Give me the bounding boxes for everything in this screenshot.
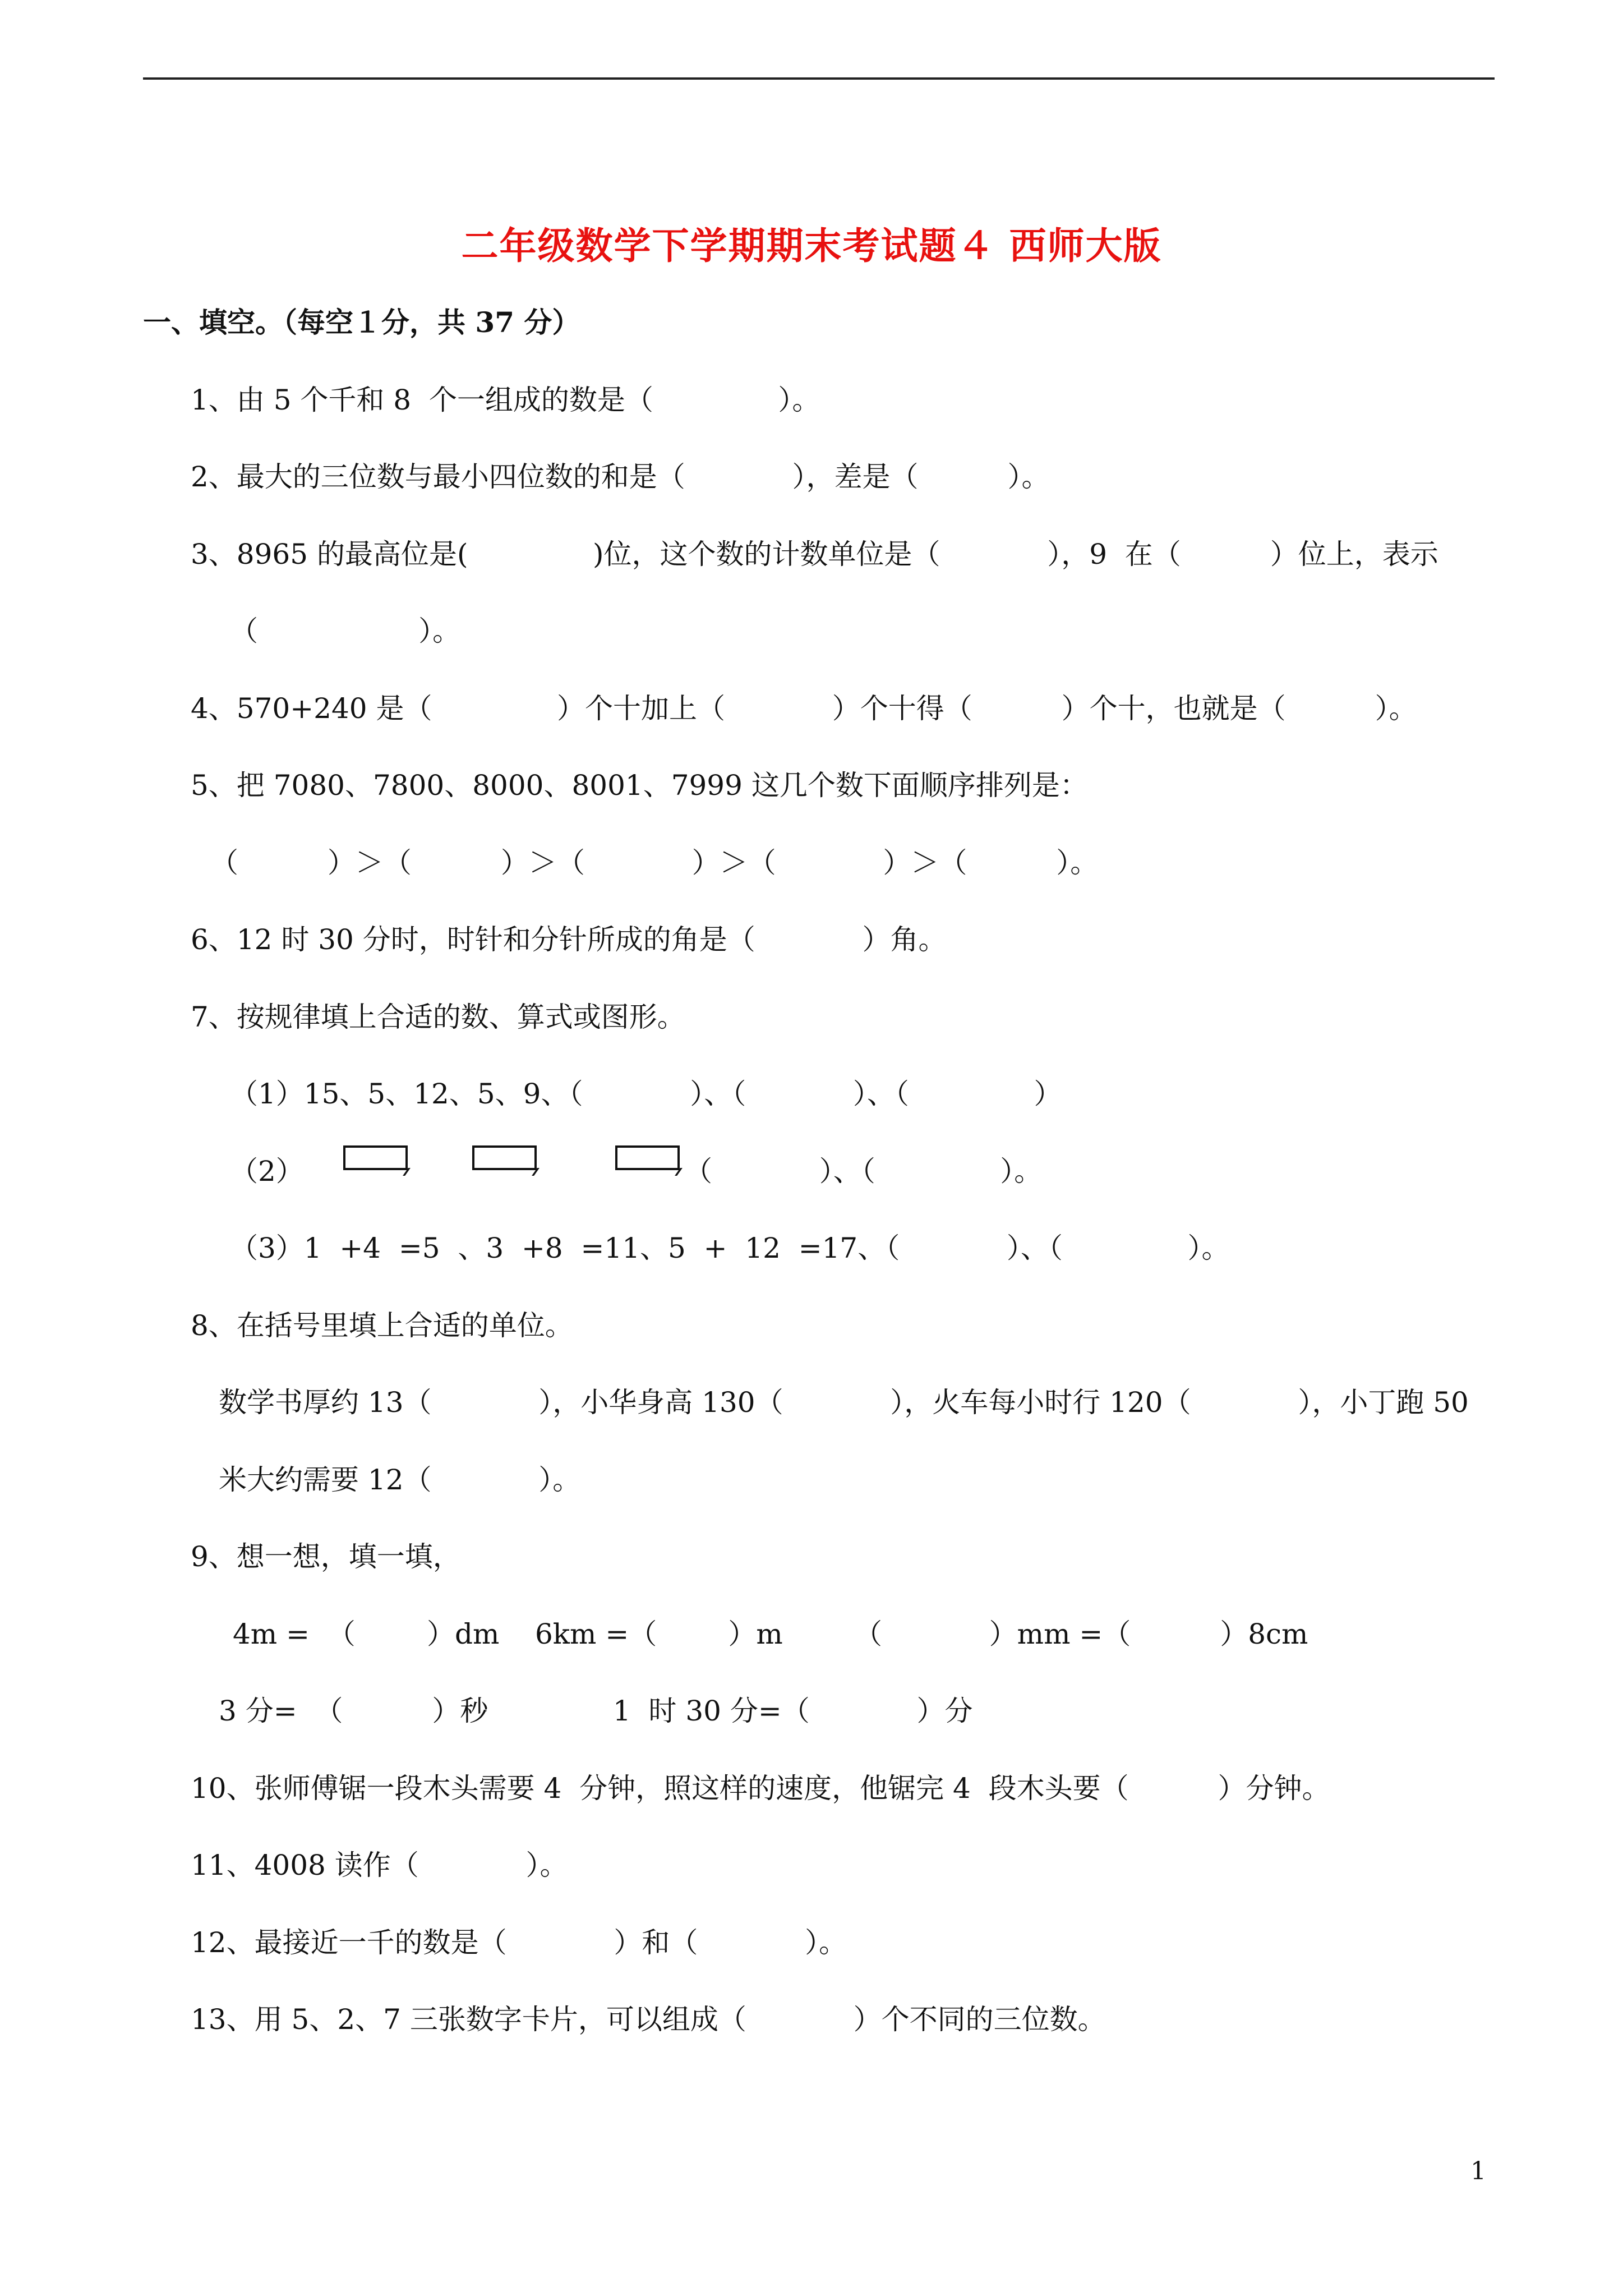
question-9-conversions-1: 4m = （ ）dm 6km =（ ）m （ ）mm =（ ）8cm xyxy=(233,1618,1308,1650)
question-5: 5、把 7080、7800、8000、8001、7999 这几个数下面顺序排列是： xyxy=(191,769,1088,802)
page-number: 1 xyxy=(1470,2157,1486,2185)
question-13: 13、用 5、2、7 三张数字卡片，可以组成（ ）个不同的三位数。 xyxy=(191,2003,1106,2036)
question-12: 12、最接近一千的数是（ ）和（ ）。 xyxy=(191,1926,847,1959)
question-9: 9、想一想，填一填， xyxy=(191,1540,461,1573)
shape-box-3 xyxy=(615,1145,680,1170)
question-7: 7、按规律填上合适的数、算式或图形。 xyxy=(191,1001,685,1033)
shape-box-2 xyxy=(472,1145,537,1170)
question-8-units: 数学书厚约 13（ ），小华身高 130（ ），火车每小时行 120（ ），小丁跑 50 xyxy=(219,1386,1469,1419)
question-3-continued: （ ）。 xyxy=(230,615,461,647)
question-6: 6、12 时 30 分时，时针和分针所成的角是（ ）角。 xyxy=(191,923,947,956)
question-3: 3、8965 的最高位是( )位，这个数的计数单位是（ ），9 在（ ）位上，表示 xyxy=(191,538,1438,570)
question-8: 8、在括号里填上合适的单位。 xyxy=(191,1309,573,1342)
question-8-units-continued: 米大约需要 12（ ）。 xyxy=(219,1464,581,1496)
header-rule xyxy=(143,77,1495,80)
question-9-conversions-2: 3 分= （ ）秒 1 时 30 分=（ ）分 xyxy=(219,1695,973,1727)
question-7-part-1: （1）15、5、12、5、9、（ ）、（ ）、（ ） xyxy=(230,1078,1062,1110)
question-7-part-3: （3）1 +4 =5 、3 +8 =11、5 + 12 =17、（ ）、（ ）。 xyxy=(230,1232,1230,1264)
question-1: 1、由 5 个千和 8 个一组成的数是（ ）。 xyxy=(191,384,820,416)
question-4: 4、570+240 是（ ）个十加上（ ）个十得（ ）个十，也就是（ ）。 xyxy=(191,692,1417,725)
page-title: 二年级数学下学期期末考试题４ 西师大版 xyxy=(461,224,1162,268)
question-7-part-2-blanks: （ ）、（ ）。 xyxy=(684,1155,1043,1188)
section-heading: 一、填空。（每空１分，共 37 分） xyxy=(143,306,580,339)
question-11: 11、4008 读作（ ）。 xyxy=(191,1849,568,1881)
question-10: 10、张师傅锯一段木头需要 4 分钟，照这样的速度，他锯完 4 段木头要（ ）分钟。 xyxy=(191,1772,1330,1805)
question-2: 2、最大的三位数与最小四位数的和是（ ），差是（ ）。 xyxy=(191,461,1050,493)
question-5-ordering: （ ）＞（ ）＞（ ）＞（ ）＞（ ）。 xyxy=(210,846,1099,879)
question-7-part-2-label: （2） xyxy=(230,1155,304,1188)
shape-box-1 xyxy=(343,1145,408,1170)
